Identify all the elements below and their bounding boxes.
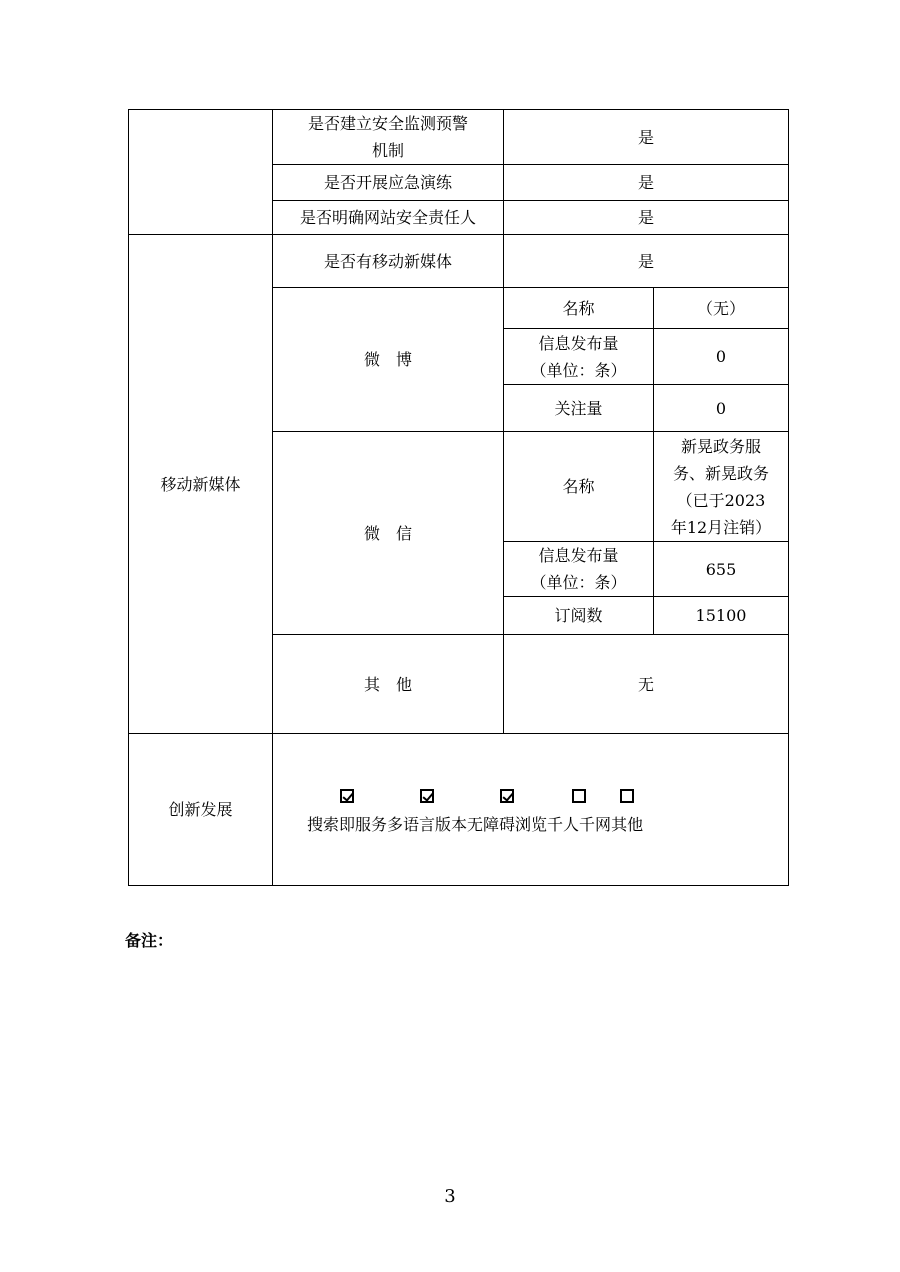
option-search-as-service[interactable]: 搜索即服务 [307, 784, 387, 838]
checked-box-icon[interactable] [340, 789, 354, 803]
row-label-drill: 是否开展应急演练 [272, 164, 504, 201]
unchecked-box-icon[interactable] [620, 789, 634, 803]
has-media-value: 是 [503, 234, 789, 288]
option-accessibility[interactable]: 无障碍浏览 [467, 784, 547, 838]
wechat-name-value: 新晃政务服 务、新晃政务 （已于2023 年12月注销） [653, 431, 789, 542]
media-section-label: 移动新媒体 [128, 234, 273, 734]
has-media-label: 是否有移动新媒体 [272, 234, 504, 288]
wechat-posts-label: 信息发布量 （单位：条） [503, 541, 654, 597]
row-label-monitoring: 是否建立安全监测预警 机制 [272, 109, 504, 165]
option-other[interactable]: 其他 [611, 784, 643, 838]
weibo-label: 微 博 [272, 287, 504, 432]
weibo-posts-value: 0 [653, 328, 789, 385]
blank-category-cell [128, 109, 273, 235]
weibo-followers-value: 0 [653, 384, 789, 432]
wechat-label: 微 信 [272, 431, 504, 635]
wechat-subscribers-value: 15100 [653, 596, 789, 635]
row-value-responsible: 是 [503, 200, 789, 235]
row-label-responsible: 是否明确网站安全责任人 [272, 200, 504, 235]
option-multilingual[interactable]: 多语言版本 [387, 784, 467, 838]
page-number: 3 [444, 1186, 456, 1207]
innovation-label: 创新发展 [128, 733, 273, 886]
option-personalized[interactable]: 千人千网 [547, 784, 611, 838]
other-media-value: 无 [503, 634, 789, 734]
other-media-label: 其 他 [272, 634, 504, 734]
innovation-options [307, 784, 643, 838]
wechat-subscribers-label: 订阅数 [503, 596, 654, 635]
innovation-options-cell [272, 733, 789, 886]
checked-box-icon[interactable] [500, 789, 514, 803]
weibo-name-label: 名称 [503, 287, 654, 329]
unchecked-box-icon[interactable] [572, 789, 586, 803]
remarks-label: 备注： [125, 931, 174, 950]
row-value-monitoring: 是 [503, 109, 789, 165]
report-table [128, 109, 789, 886]
weibo-posts-label: 信息发布量 （单位：条） [503, 328, 654, 385]
weibo-name-value: （无） [653, 287, 789, 329]
row-value-drill: 是 [503, 164, 789, 201]
weibo-followers-label: 关注量 [503, 384, 654, 432]
checked-box-icon[interactable] [420, 789, 434, 803]
wechat-posts-value: 655 [653, 541, 789, 597]
wechat-name-label: 名称 [503, 431, 654, 542]
